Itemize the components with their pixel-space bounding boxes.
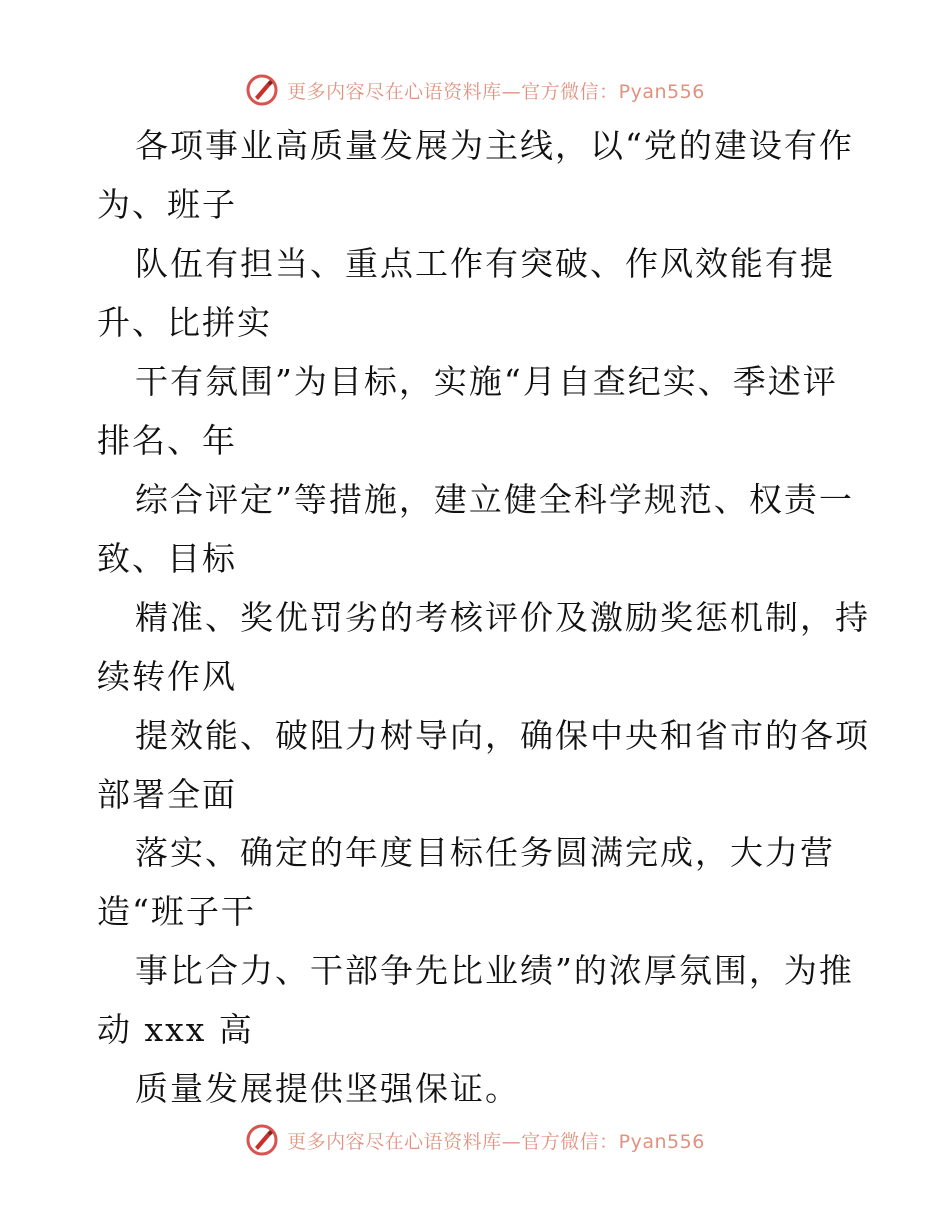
text-line-3: 队伍有担当、重点工作有突破、作风效能有提 [135, 244, 835, 283]
text-line-5: 干有氛围”为目标，实施“月自查纪实、季述评 [135, 362, 838, 401]
pen-logo-icon [245, 1123, 279, 1157]
text-line-15: 事比合力、干部争先比业绩”的浓厚氛围，为推 [135, 951, 854, 990]
text-line-10: 续转作风 [97, 657, 237, 696]
header-watermark [0, 70, 950, 110]
text-line-12: 部署全面 [97, 775, 237, 814]
text-line-13: 落实、确定的年度目标任务圆满完成，大力营 [135, 833, 835, 872]
text-line-2: 为、班子 [97, 185, 237, 224]
text-line-7: 综合评定”等措施，建立健全科学规范、权责一 [135, 480, 854, 519]
text-line-1: 各项事业高质量发展为主线，以“党的建设有作 [135, 126, 854, 165]
text-line-9: 精准、奖优罚劣的考核评价及激励奖惩机制，持 [135, 598, 870, 637]
pen-logo-icon [245, 73, 279, 107]
footer-watermark [0, 1120, 950, 1160]
text-line-14: 造“班子干 [97, 892, 256, 931]
watermark-text: 更多内容尽在心语资料库—官方微信：Pyan556 [287, 1130, 705, 1153]
text-line-4: 升、比拼实 [97, 303, 272, 342]
text-line-16: 动 xxx 高 [97, 1010, 254, 1049]
text-line-6: 排名、年 [97, 421, 237, 460]
text-line-11: 提效能、破阻力树导向，确保中央和省市的各项 [135, 716, 870, 755]
text-line-8: 致、目标 [97, 539, 237, 578]
watermark-text: 更多内容尽在心语资料库—官方微信：Pyan556 [287, 80, 705, 103]
text-line-17: 质量发展提供坚强保证。 [135, 1069, 520, 1108]
